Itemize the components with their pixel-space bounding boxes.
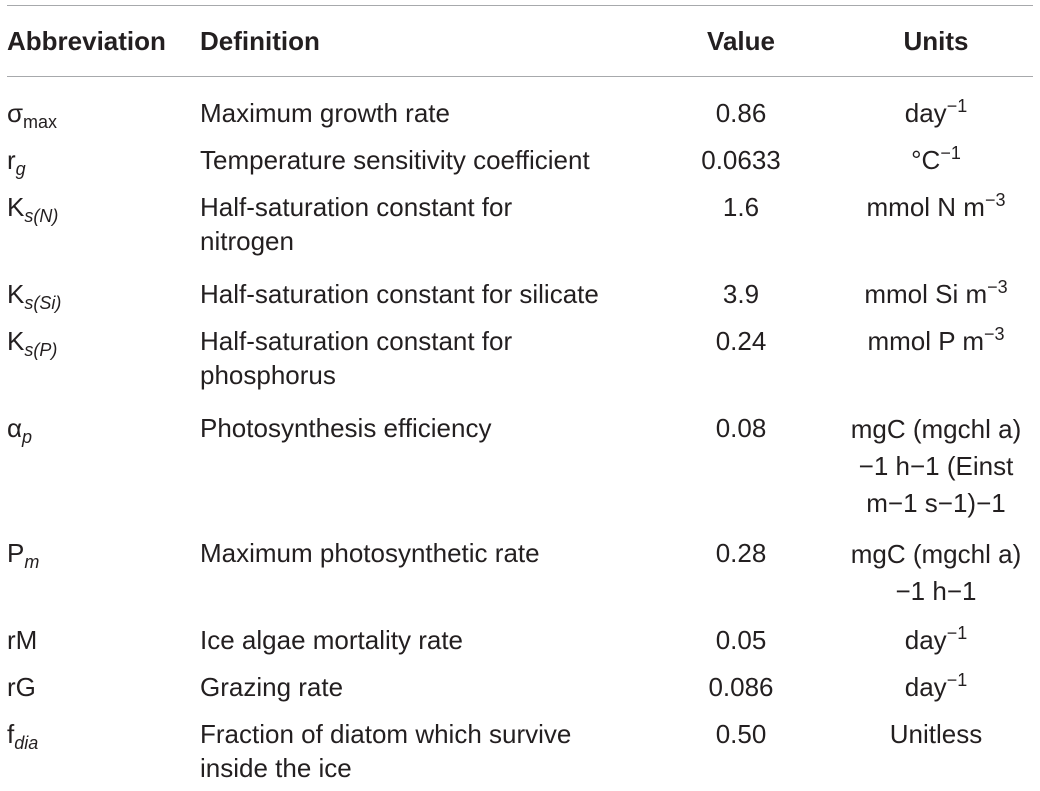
- units-cell: Unitless: [889, 719, 983, 749]
- definition-cell: Half-saturation constant for phosphorus: [200, 326, 513, 390]
- abbreviation-cell: $P_m$: [7, 538, 40, 572]
- units-cell: mmol P $m^{-3}$: [867, 324, 1005, 356]
- definition-cell: Grazing rate: [200, 672, 344, 702]
- abbreviation-cell: $K_{s(Si)}$: [7, 279, 62, 313]
- definition-cell: Maximum photosynthetic rate: [200, 538, 540, 568]
- definition-cell: Maximum growth rate: [200, 98, 450, 128]
- units-cell: day$^{-1}$: [904, 623, 968, 655]
- abbreviation-cell: $r_g$: [7, 145, 26, 179]
- value-cell: 0.05: [715, 625, 767, 655]
- value-cell: 0.86: [715, 98, 767, 128]
- definition-cell: Ice algae mortality rate: [200, 625, 464, 655]
- value-cell: 0.50: [715, 719, 767, 749]
- abbreviation-cell: $\alpha_p$: [7, 413, 33, 447]
- header-value: Value: [707, 26, 775, 56]
- value-cell: 0.08: [715, 413, 767, 443]
- header-units: Units: [903, 26, 969, 56]
- abbreviation-cell: $K_{s(P)}$: [7, 326, 58, 360]
- value-cell: 3.9: [722, 279, 760, 309]
- header-abbreviation: Abbreviation: [7, 26, 166, 56]
- abbreviation-cell: $f_{dia}$: [7, 719, 39, 753]
- definition-cell: Temperature sensitivity coefficient: [200, 145, 590, 175]
- abbreviation-cell: rM: [7, 625, 38, 655]
- abbreviation-cell: $\sigma_{max}$: [7, 98, 58, 132]
- definition-cell: Fraction of diatom which survive inside the ice: [200, 719, 572, 783]
- value-cell: 0.086: [708, 672, 774, 702]
- definition-cell: Half-saturation constant for silicate: [200, 279, 599, 309]
- abbreviation-cell: rG: [7, 672, 36, 702]
- units-cell: $^\circ C^{-1}$: [911, 143, 961, 175]
- definition-cell: Photosynthesis efficiency: [200, 413, 492, 443]
- value-cell: 0.0633: [701, 145, 781, 175]
- definition-cell: Half-saturation constant for nitrogen: [200, 192, 513, 256]
- units-cell: mmol Si $m^{-3}$: [864, 277, 1008, 309]
- value-cell: 0.28: [715, 538, 767, 568]
- abbreviation-cell: $K_{s(N)}$: [7, 192, 59, 226]
- header-definition: Definition: [200, 26, 320, 56]
- units-cell: mgC (mgchl a)−1 h−1: [850, 539, 1022, 606]
- units-cell: day$^{-1}$: [904, 96, 968, 128]
- table-top-rule: [7, 5, 1033, 6]
- value-cell: 0.24: [715, 326, 767, 356]
- units-cell: day$^{-1}$: [904, 670, 968, 702]
- units-cell: mgC (mgchl a)−1 h−1 (Einst m−1 s−1)−1: [850, 414, 1022, 518]
- units-cell: mmol N $m^{-3}$: [866, 190, 1006, 222]
- header-bottom-rule: [7, 76, 1033, 77]
- value-cell: 1.6: [722, 192, 760, 222]
